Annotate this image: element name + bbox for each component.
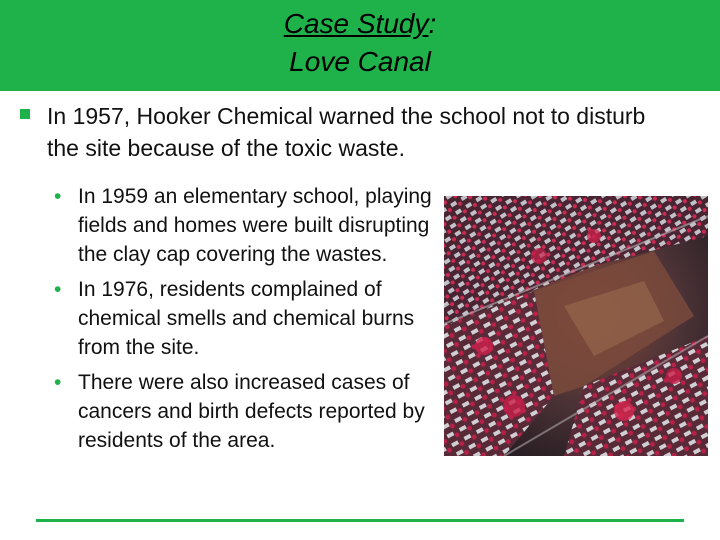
title-colon: : <box>428 8 437 39</box>
sub-bullet-item <box>52 275 442 362</box>
round-bullet-icon: • <box>54 185 62 208</box>
sub-bullet-item <box>52 368 442 455</box>
main-bullet <box>20 100 680 164</box>
main-bullet-text: In 1957, Hooker Chemical warned the school not to disturb the site because of the toxic waste. <box>47 103 646 161</box>
sub-bullet-text: In 1959 an elementary school, playing fields and homes were built disrupting the clay cap covering the wastes. <box>78 185 432 266</box>
footer-divider <box>36 519 684 522</box>
slide-title <box>0 5 720 81</box>
sub-bullet-text: There were also increased cases of cancers and birth defects reported by residents of the area. <box>78 371 425 452</box>
aerial-photo <box>444 196 708 456</box>
title-love-canal: Love Canal <box>289 46 431 77</box>
title-banner <box>0 0 720 91</box>
aerial-photo-illustration <box>444 196 708 456</box>
title-case-study: Case Study <box>283 8 429 39</box>
square-bullet-icon <box>20 109 30 119</box>
round-bullet-icon: • <box>54 278 62 301</box>
round-bullet-icon: • <box>54 371 62 394</box>
sub-bullet-item <box>52 182 442 269</box>
sub-bullet-text: In 1976, residents complained of chemical smells and chemical burns from the site. <box>78 278 415 359</box>
sub-bullet-list <box>52 182 442 461</box>
